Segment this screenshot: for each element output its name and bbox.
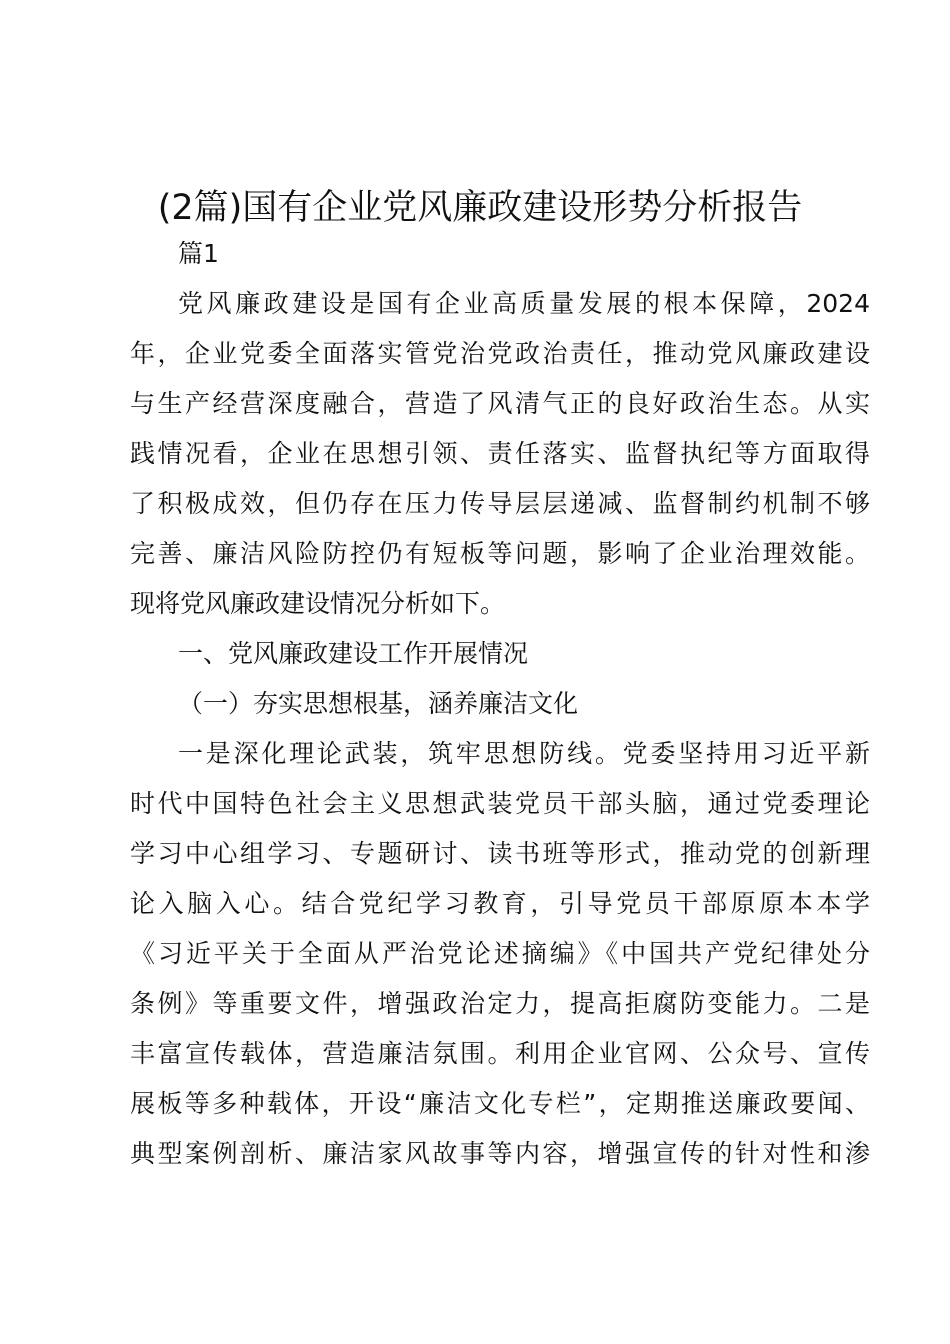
paragraph-line: 学习中心组学习、专题研讨、读书班等形式，推动党的创新理 — [130, 839, 870, 868]
paragraph-line: 了积极成效，但仍存在压力传导层层递减、监督制约机制不够 — [130, 489, 870, 518]
paragraph-line: 践情况看，企业在思想引领、责任落实、监督执纪等方面取得 — [130, 439, 870, 468]
paragraph-line: 党风廉政建设是国有企业高质量发展的根本保障，2024 — [178, 289, 870, 318]
paragraph-line: 现将党风廉政建设情况分析如下。 — [130, 589, 506, 618]
paragraph-line: 典型案例剖析、廉洁家风故事等内容，增强宣传的针对性和渗 — [130, 1139, 870, 1168]
paragraph-line: 论入脑入心。结合党纪学习教育，引导党员干部原原本本学 — [130, 889, 870, 918]
paragraph-line: 条例》等重要文件，增强政治定力，提高拒腐防变能力。二是 — [130, 989, 870, 1018]
paragraph-line: 完善、廉洁风险防控仍有短板等问题，影响了企业治理效能。 — [130, 539, 870, 568]
paragraph-line: 展板等多种载体，开设“廉洁文化专栏”，定期推送廉政要闻、 — [130, 1089, 870, 1118]
section-label: 篇1 — [178, 239, 219, 268]
subsection-heading: （一）夯实思想根基，涵养廉洁文化 — [178, 689, 579, 718]
paragraph-line: 一是深化理论武装，筑牢思想防线。党委坚持用习近平新 — [178, 739, 870, 768]
paragraph-line: 与生产经营深度融合，营造了风清气正的良好政治生态。从实 — [130, 389, 870, 418]
document-title: (2篇)国有企业党风廉政建设形势分析报告 — [157, 188, 803, 228]
paragraph-line: 《习近平关于全面从严治党论述摘编》《中国共产党纪律处分 — [130, 939, 870, 968]
paragraph-line: 年，企业党委全面落实管党治党政治责任，推动党风廉政建设 — [130, 339, 870, 368]
section-heading: 一、党风廉政建设工作开展情况 — [178, 639, 529, 668]
paragraph-line: 丰富宣传载体，营造廉洁氛围。利用企业官网、公众号、宣传 — [130, 1039, 870, 1068]
paragraph-line: 时代中国特色社会主义思想武装党员干部头脑，通过党委理论 — [130, 789, 870, 818]
